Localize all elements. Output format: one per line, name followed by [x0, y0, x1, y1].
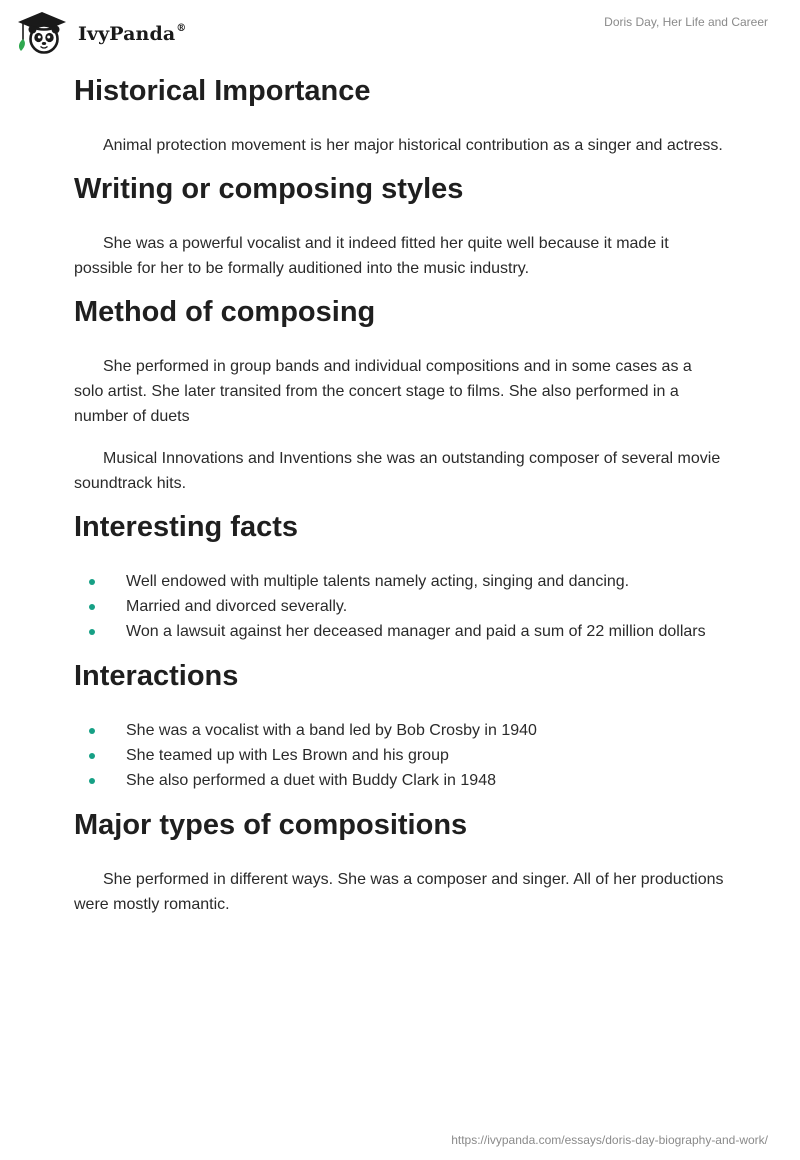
section-heading: Method of composing — [74, 296, 376, 328]
section-heading: Interactions — [74, 660, 239, 692]
bullet-dot-icon — [89, 604, 95, 610]
page-header — [0, 0, 800, 62]
paragraph: Musical Innovations and Inventions she was an outstanding composer of several movie soundtrack hits. — [74, 450, 721, 492]
list-item: She also performed a duet with Buddy Clark in 1948 — [74, 768, 724, 793]
brand-name: IvyPanda® — [78, 22, 187, 45]
bullet-dot-icon — [89, 579, 95, 585]
section-heading: Major types of compositions — [74, 809, 468, 841]
bullet-list — [74, 718, 724, 793]
section-heading: Interesting facts — [74, 511, 298, 543]
list-item: Well endowed with multiple talents namely acting, singing and dancing. — [74, 569, 724, 594]
paragraph: She was a powerful vocalist and it indeed fitted her quite well because it made it possible for her to be formally auditioned into the music industry. — [74, 235, 669, 277]
bullet-dot-icon — [89, 778, 95, 784]
bullet-dot-icon — [89, 728, 95, 734]
bullet-dot-icon — [89, 629, 95, 635]
list-item: She teamed up with Les Brown and his group — [74, 743, 724, 768]
list-item: Won a lawsuit against her deceased manager and paid a sum of 22 million dollars — [74, 619, 724, 644]
paragraph: She performed in different ways. She was a composer and singer. All of her productions were mostly romantic. — [74, 871, 724, 913]
essay-content — [74, 72, 724, 917]
source-url[interactable]: https://ivypanda.com/essays/doris-day-biography-and-work/ — [451, 1133, 768, 1147]
bullet-list — [74, 569, 724, 644]
panda-graduate-icon — [14, 10, 72, 56]
paragraph: Animal protection movement is her major historical contribution as a singer and actress. — [103, 137, 723, 154]
list-item: She was a vocalist with a band led by Bob Crosby in 1940 — [74, 718, 724, 743]
section-heading: Writing or composing styles — [74, 173, 464, 205]
bullet-dot-icon — [89, 753, 95, 759]
paragraph: She performed in group bands and individual compositions and in some cases as a solo artist. She later transited from the concert stage to films. She also performed in a number of duets — [74, 358, 692, 425]
ivypanda-logo[interactable] — [14, 10, 186, 56]
section-heading: Historical Importance — [74, 75, 371, 107]
running-title: Doris Day, Her Life and Career — [604, 15, 768, 29]
list-item: Married and divorced severally. — [74, 594, 724, 619]
